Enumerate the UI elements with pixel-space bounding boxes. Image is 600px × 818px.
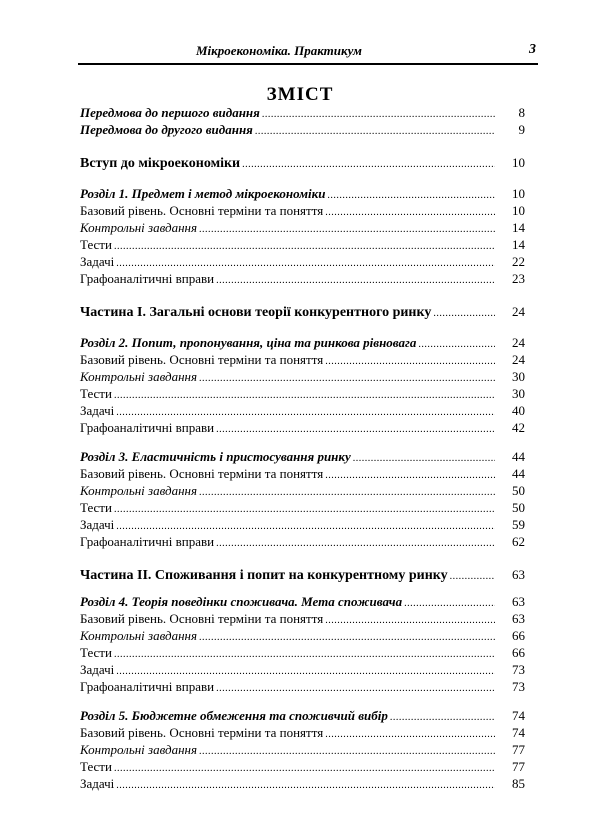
toc-entry-chapter-5[interactable]: Розділ 5. Бюджетне обмеження та споживчий вибір ..... 74: [80, 707, 525, 724]
toc-entry-problems[interactable]: Задачі ..... 22: [80, 253, 525, 270]
toc-entry-chapter-1[interactable]: Розділ 1. Предмет і метод мікроекономіки ..... 10: [80, 185, 525, 202]
toc-entry-graphical-exercises[interactable]: Графоаналітичні вправи ..... 62: [80, 533, 525, 550]
toc-entry-preface-first[interactable]: Передмова до першого видання ..... 8: [80, 104, 525, 121]
toc-entry-tests[interactable]: Тести ..... 14: [80, 236, 525, 253]
toc-entry-control-tasks[interactable]: Контрольні завдання ..... 66: [80, 627, 525, 644]
toc-entry-control-tasks[interactable]: Контрольні завдання ..... 30: [80, 368, 525, 385]
book-title: Мікроекономіка. Практикум: [196, 43, 362, 58]
toc-entry-control-tasks[interactable]: Контрольні завдання ..... 50: [80, 482, 525, 499]
toc-entry-control-tasks[interactable]: Контрольні завдання ..... 14: [80, 219, 525, 236]
toc-heading: ЗМІСТ: [266, 84, 334, 105]
toc-entry-basic-level[interactable]: Базовий рівень. Основні терміни та поняття ..... 74: [80, 724, 525, 741]
page-header: [78, 39, 538, 65]
toc-entry-chapter-3[interactable]: Розділ 3. Еластичність і пристосування ринку ..... 44: [80, 448, 525, 465]
toc-entry-basic-level[interactable]: Базовий рівень. Основні терміни та поняття ..... 44: [80, 465, 525, 482]
toc-entry-introduction[interactable]: Вступ до мікроекономіки ..... 10: [80, 153, 525, 173]
toc-entry-tests[interactable]: Тести ..... 77: [80, 758, 525, 775]
toc-entry-problems[interactable]: Задачі ..... 73: [80, 661, 525, 678]
table-of-contents: [80, 104, 525, 792]
toc-entry-chapter-2[interactable]: Розділ 2. Попит, пропонування, ціна та ринкова рівновага ..... 24: [80, 334, 525, 351]
toc-entry-chapter-4[interactable]: Розділ 4. Теорія поведінки споживача. Мета споживача ..... 63: [80, 593, 525, 610]
page-number: 3: [529, 42, 536, 57]
toc-entry-part-1[interactable]: Частина І. Загальні основи теорії конкурентного ринку ..... 24: [80, 302, 525, 322]
toc-entry-tests[interactable]: Тести ..... 30: [80, 385, 525, 402]
toc-entry-graphical-exercises[interactable]: Графоаналітичні вправи ..... 73: [80, 678, 525, 695]
toc-entry-control-tasks[interactable]: Контрольні завдання ..... 77: [80, 741, 525, 758]
toc-entry-problems[interactable]: Задачі ..... 59: [80, 516, 525, 533]
toc-entry-preface-second[interactable]: Передмова до другого видання ..... 9: [80, 121, 525, 138]
toc-entry-tests[interactable]: Тести ..... 50: [80, 499, 525, 516]
toc-entry-tests[interactable]: Тести ..... 66: [80, 644, 525, 661]
toc-entry-basic-level[interactable]: Базовий рівень. Основні терміни та поняття ..... 24: [80, 351, 525, 368]
toc-entry-basic-level[interactable]: Базовий рівень. Основні терміни та поняття ..... 10: [80, 202, 525, 219]
toc-entry-problems[interactable]: Задачі ..... 85: [80, 775, 525, 792]
toc-entry-part-2[interactable]: Частина ІІ. Споживання і попит на конкурентному ринку ..... 63: [80, 565, 525, 585]
toc-entry-graphical-exercises[interactable]: Графоаналітичні вправи ..... 23: [80, 270, 525, 287]
toc-entry-problems[interactable]: Задачі ..... 40: [80, 402, 525, 419]
toc-entry-basic-level[interactable]: Базовий рівень. Основні терміни та поняття ..... 63: [80, 610, 525, 627]
toc-entry-graphical-exercises[interactable]: Графоаналітичні вправи ..... 42: [80, 419, 525, 436]
